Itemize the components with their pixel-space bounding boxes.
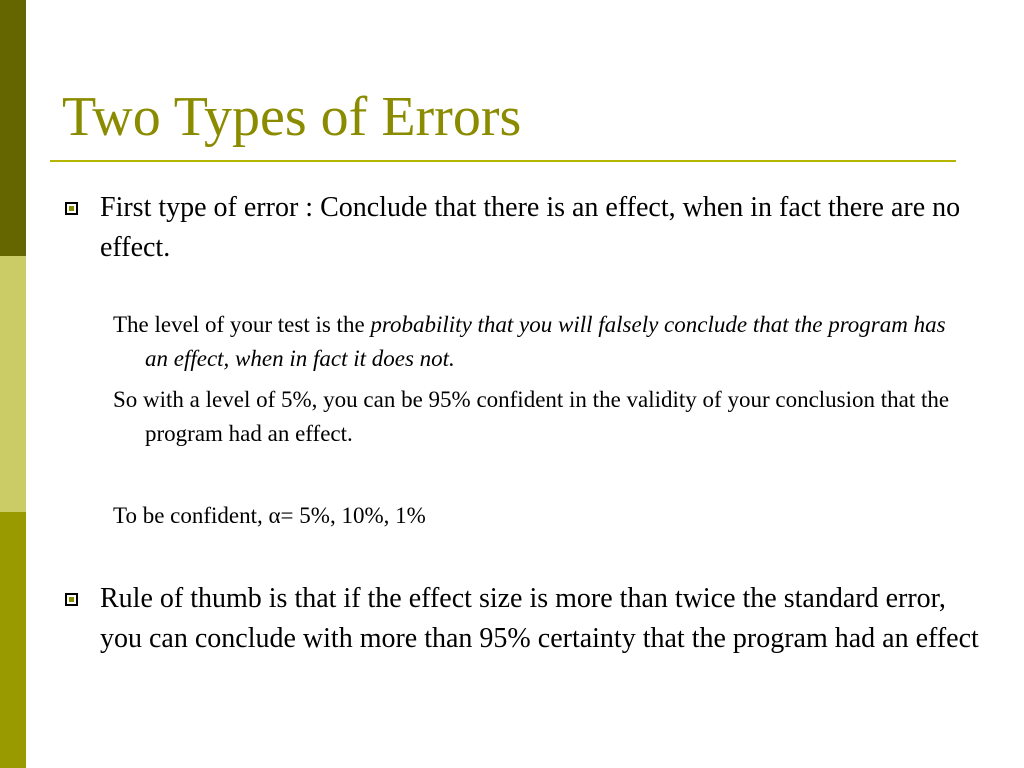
side-bar-bottom — [0, 512, 26, 768]
square-bullet-icon — [65, 202, 78, 215]
slide-title: Two Types of Errors — [62, 86, 522, 148]
bullet-rule-of-thumb: Rule of thumb is that if the effect size is more than twice the standard error, you can conclude with more than 95% certainty that the program had an effect — [100, 583, 979, 654]
sub-item-alpha-levels: To be confident, α= 5%, 10%, 1% — [113, 503, 426, 528]
sub-item-test-level-italic: probability that you will falsely conclude that the program has an effect, when in fact it does not. — [145, 312, 946, 371]
side-bar-top — [0, 0, 26, 256]
sub-item-test-level — [113, 308, 973, 376]
title-divider — [50, 160, 956, 162]
square-bullet-icon — [65, 593, 78, 606]
bullet-first-type-error: First type of error : Conclude that there is an effect, when in fact there are no effect. — [100, 192, 961, 263]
side-bar-middle — [0, 256, 26, 512]
sub-item-test-level-prefix: The level of your test is the — [113, 312, 371, 337]
sub-item-confidence: So with a level of 5%, you can be 95% confident in the validity of your conclusion that the program had an effect. — [113, 387, 950, 446]
